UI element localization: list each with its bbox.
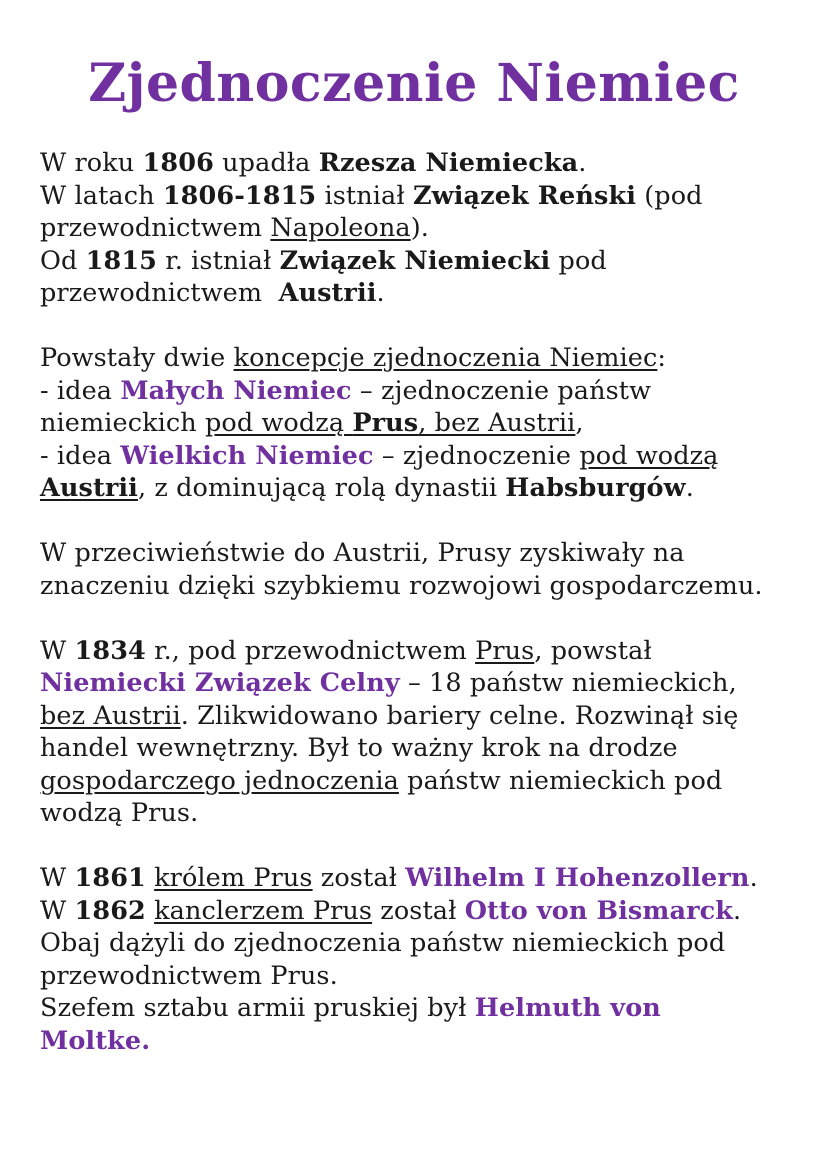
text-run: upadła — [213, 148, 319, 178]
text-run: W roku — [40, 148, 143, 178]
paragraph-customs-union — [40, 635, 820, 830]
text-run: został — [312, 863, 406, 893]
text-run: ). — [410, 213, 429, 243]
underlined-term: kanclerzem Prus — [154, 895, 373, 926]
term-highlight: Związek Niemiecki — [279, 245, 551, 276]
text-line — [40, 862, 820, 895]
purple-term: Niemiecki Związek Celny — [40, 668, 400, 698]
underlined-term: pod wodzą — [579, 440, 719, 471]
text-run: (pod — [636, 180, 703, 211]
text-line — [40, 895, 820, 928]
year-highlight: 1834 — [74, 635, 146, 666]
year-highlight: 1862 — [74, 895, 146, 926]
term-highlight: Habsburgów — [505, 473, 686, 503]
underlined-term — [40, 473, 138, 503]
text-line: przewodnictwem Prus. — [40, 960, 338, 991]
text-run: , powstał — [534, 635, 652, 666]
text-run: - idea — [40, 440, 121, 471]
paragraph-prussia-growth — [40, 537, 820, 602]
text-run: : — [657, 343, 667, 373]
paragraph-unification-concepts — [40, 342, 820, 505]
text-line — [40, 992, 820, 1025]
term-highlight: Związek Reński — [412, 180, 637, 211]
text-run: , bez Austrii — [418, 408, 576, 438]
text-line: Obaj dążyli do zjednoczenia państw niemieckich pod — [40, 928, 726, 958]
paragraph-prussian-leaders — [40, 862, 820, 1057]
text-line — [40, 147, 820, 180]
term-highlight: Rzesza Niemiecka — [318, 148, 579, 178]
text-run: . Zlikwidowano bariery celne. Rozwinął się — [180, 700, 739, 731]
text-line — [40, 342, 820, 375]
text-line — [40, 700, 820, 733]
text-run: . — [749, 863, 758, 893]
text-run: W — [40, 895, 75, 926]
text-line — [40, 765, 820, 798]
paragraph-german-states — [40, 147, 820, 310]
underlined-term: Napoleona — [270, 213, 411, 243]
purple-term: Wilhelm I Hohenzollern — [405, 863, 750, 893]
text-run: Szefem sztabu armii pruskiej był — [40, 993, 475, 1023]
text-run — [146, 896, 154, 926]
text-run: . — [733, 895, 742, 926]
underlined-term: koncepcje zjednoczenia Niemiec — [233, 343, 658, 373]
text-line — [40, 212, 820, 245]
text-line — [40, 180, 820, 213]
text-run — [146, 863, 154, 893]
text-line: znaczeniu dzięki szybkiemu rozwojowi gospodarczemu. — [40, 570, 763, 601]
text-run: istniał — [316, 180, 413, 211]
text-run: – zjednoczenie państw — [351, 375, 652, 406]
text-line — [40, 407, 820, 440]
year-highlight: 1861 — [74, 863, 146, 893]
text-run: pod wodzą — [205, 408, 353, 438]
underlined-term: królem Prus — [154, 863, 313, 893]
underlined-term: gospodarczego jednoczenia — [40, 765, 399, 796]
text-line — [40, 245, 820, 278]
text-run: przewodnictwem — [40, 278, 279, 308]
text-run: W — [40, 863, 75, 893]
text-line — [40, 635, 820, 668]
text-run: – 18 państw niemieckich, — [399, 668, 737, 698]
year-highlight: 1806 — [142, 148, 214, 178]
purple-term: Małych Niemiec — [120, 375, 352, 406]
page-title: Zjednoczenie Niemiec — [88, 53, 740, 114]
text-line: wodzą Prus. — [40, 798, 199, 828]
text-run: r. istniał — [157, 245, 280, 276]
purple-term: Moltke. — [40, 1025, 151, 1056]
text-line — [40, 375, 820, 408]
text-run: niemieckich — [40, 408, 205, 438]
text-run: Od — [40, 245, 86, 276]
year-highlight: 1806-1815 — [162, 180, 317, 211]
text-line — [40, 277, 820, 310]
text-run: , — [575, 408, 584, 438]
text-run: r., pod przewodnictwem — [145, 635, 476, 666]
term-highlight: Austrii — [40, 473, 138, 503]
text-line — [40, 667, 820, 700]
text-line — [40, 472, 820, 505]
text-run: został — [372, 895, 465, 926]
year-highlight: 1815 — [85, 245, 158, 276]
text-run: . — [376, 278, 385, 308]
purple-term: Wielkich Niemiec — [120, 440, 374, 471]
text-run: . — [685, 473, 694, 503]
text-line — [40, 440, 820, 473]
text-line: W przeciwieństwie do Austrii, Prusy zyskiwały na — [40, 538, 685, 568]
text-run: Powstały dwie — [40, 343, 234, 373]
text-run: pod — [550, 245, 607, 276]
text-run: , z dominującą rolą dynastii — [137, 473, 506, 503]
text-run: W latach — [40, 180, 163, 211]
purple-term: Helmuth von — [474, 993, 661, 1023]
purple-term: Otto von Bismarck — [464, 895, 734, 926]
text-run: - idea — [40, 375, 121, 406]
text-run: przewodnictwem — [40, 213, 271, 243]
text-line: handel wewnętrzny. Był to ważny krok na drodze — [40, 733, 678, 763]
underlined-term: Prus — [475, 635, 535, 666]
document-body — [40, 147, 820, 1090]
text-run: W — [40, 635, 75, 666]
text-run: państw niemieckich pod — [398, 765, 723, 796]
underlined-term: bez Austrii — [40, 700, 181, 731]
text-run: – zjednoczenie — [373, 440, 580, 471]
underlined-term — [205, 408, 575, 438]
term-highlight: Prus — [352, 408, 419, 438]
text-line — [40, 1025, 820, 1058]
text-run: . — [578, 148, 587, 178]
term-highlight: Austrii — [278, 278, 377, 308]
